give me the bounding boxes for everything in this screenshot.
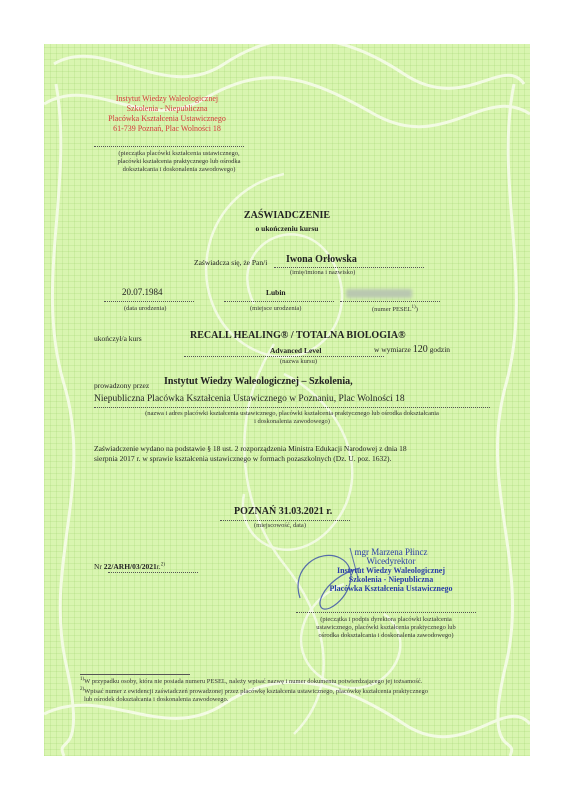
director-stamp-line: Szkolenia - Niepubliczna [348, 575, 434, 584]
director-stamp-line: Instytut Wiedzy Waleologicznej [337, 566, 445, 575]
school-stamp-line: Placówka Kształcenia Ustawicznego [108, 114, 226, 123]
footnote-2-text: Wpisać numer z ewidencji zaświadczeń prowadzonej przez placówkę kształcenia ustawicznego, placówkę kształcenia praktycznego [84, 688, 428, 696]
school-stamp [82, 94, 252, 134]
birth-date-caption: (data urodzenia) [124, 305, 167, 312]
caption-line: (pieczątka placówki kształcenia ustawicznego, [118, 150, 240, 157]
footnote-2 [80, 686, 428, 696]
birth-place: Lubin [266, 288, 286, 297]
course-name-caption: (nazwa kursu) [280, 358, 317, 365]
place-date: POZNAŃ 31.03.2021 r. [234, 506, 333, 517]
caption-line: ośrodka dokształcania i doskonalenia zawodowego) [318, 632, 454, 639]
conducted-label: prowadzony przez [94, 381, 150, 390]
school-stamp-line: Instytut Wiedzy Waleologicznej [115, 94, 219, 103]
caption-line: (pieczątka i podpis dyrektora placówki kształcenia [320, 616, 452, 623]
number-footnote-mark: 2) [160, 562, 165, 568]
person-name-line [274, 267, 424, 268]
pesel-footnote-mark: 1) [411, 305, 416, 310]
director-stamp-line: Placówka Kształcenia Ustawicznego [329, 584, 453, 593]
footnote-separator [80, 674, 190, 675]
pesel-redacted [346, 289, 412, 298]
caption-line: ustawicznego, placówki kształcenia praktycznego lub [316, 624, 456, 631]
school-stamp-line-separator [94, 146, 244, 147]
school-stamp-caption [94, 150, 264, 174]
legal-basis [94, 444, 407, 464]
course-name: RECALL HEALING® / TOTALNA BIOLOGIA® [190, 330, 406, 341]
person-name-caption: (imię/imiona i nazwisko) [290, 269, 356, 276]
certificate-number-line [108, 572, 198, 573]
pesel-caption [372, 305, 418, 313]
certificate-sheet [44, 44, 530, 756]
footnote-2-mark: 2) [80, 687, 85, 693]
certify-prefix: Zaświadcza się, że Pan/i [194, 258, 268, 267]
certificate-title: ZAŚWIADCZENIE [243, 210, 331, 221]
provider-line-2: Niepubliczna Placówka Kształcenia Ustawicznego w Poznaniu, Plac Wolności 18 [94, 394, 405, 404]
birth-date: 20.07.1984 [122, 287, 163, 297]
pesel-line [340, 301, 440, 302]
director-stamp-name: mgr Marzena Płincz [354, 547, 428, 557]
director-signature-line [296, 612, 476, 613]
birth-place-caption: (miejsce urodzenia) [250, 305, 302, 312]
caption-line: dokształcania i doskonalenia zawodowego) [122, 166, 236, 173]
certificate-number [94, 562, 165, 571]
birth-date-line [104, 301, 194, 302]
course-hours [374, 344, 450, 355]
course-name-line [184, 356, 384, 357]
director-stamp [306, 548, 476, 593]
footnotes [80, 676, 428, 704]
footnote-2-cont: lub ośrodek dokształcania i doskonalenia zawodowego. [84, 696, 229, 704]
caption-line: i doskonalenia zawodowego) [254, 418, 330, 425]
provider-line [94, 407, 490, 408]
hours-value: 120 [412, 344, 428, 355]
school-stamp-line: Szkolenia - Niepubliczna [126, 104, 208, 113]
footnote-1-mark: 1) [80, 677, 85, 682]
caption-line: placówki kształcenia praktycznego lub ośrodka [117, 158, 241, 165]
pesel-caption-text: (numer PESEL [372, 306, 412, 314]
birth-place-line [224, 301, 334, 302]
person-name: Iwona Orłowska [286, 254, 357, 265]
school-stamp-line: 61-739 Poznań, Plac Wolności 18 [113, 124, 221, 133]
place-date-line [220, 520, 350, 521]
hours-unit: godzin [429, 345, 451, 354]
director-stamp-role: Wicedyrektor [366, 556, 416, 566]
provider-caption [94, 410, 490, 426]
footnote-1 [80, 676, 428, 686]
certificate-subtitle: o ukończeniu kursu [255, 224, 319, 233]
footnote-1-text: W przypadku osoby, która nie posiada numeru PESEL, należy wpisać nazwę i numer dokumentu potwierdzającego jej tożsamość. [84, 678, 423, 686]
caption-line: (nazwa i adres placówki kształcenia ustawicznego, placówki kształcenia praktycznego lub ośrodka dokształcania [145, 410, 439, 417]
legal-line: Zaświadczenie wydano na podstawie § 18 ust. 2 rozporządzenia Ministra Edukacji Narodowej z dnia 18 [94, 444, 407, 453]
number-suffix: r. [156, 562, 161, 571]
pesel-caption-end: ) [415, 306, 418, 314]
hours-label: w wymiarze [374, 345, 411, 354]
number-value: 22/ARH/03/2021 [103, 562, 157, 571]
completed-label: ukończył/a kurs [94, 334, 142, 343]
provider-line-1: Instytut Wiedzy Waleologicznej – Szkolenia, [164, 376, 353, 387]
place-date-caption: (miejscowość, data) [254, 522, 306, 529]
director-caption [296, 616, 476, 640]
course-level: Advanced Level [270, 346, 322, 355]
number-label: Nr [94, 562, 102, 571]
legal-line: sierpnia 2017 r. w sprawie kształcenia ustawicznego w formach pozaszkolnych (Dz. U. poz. 1632). [94, 454, 392, 463]
